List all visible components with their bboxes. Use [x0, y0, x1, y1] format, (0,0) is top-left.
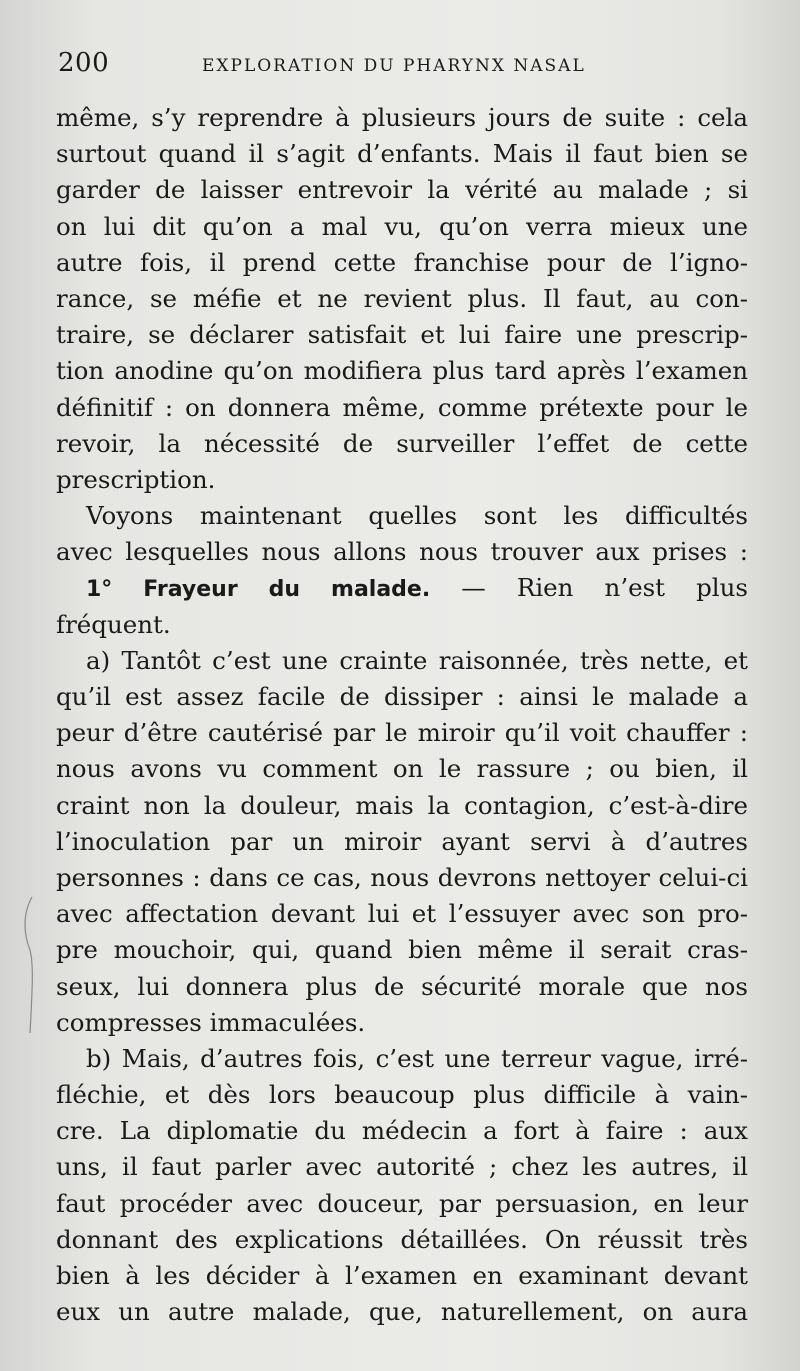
- text-line: rance, se méfie et ne revient plus. Il faut, au con-: [56, 283, 748, 313]
- text-line: Voyons maintenant quelles sont les difficultés: [86, 501, 748, 531]
- text-line: donnant des explications détaillées. On réussit très: [56, 1224, 748, 1254]
- section-heading-line: [56, 570, 748, 606]
- text-line: revoir, la nécessité de surveiller l’effet de cette: [56, 428, 748, 458]
- text-line: qu’il est assez facile de dissiper : ainsi le malade a: [56, 682, 748, 711]
- text-line: eux un autre malade, que, naturellement, on aura: [56, 1297, 748, 1327]
- text-line: définitif : on donnera même, comme prétexte pour le: [56, 392, 748, 422]
- text-line: fréquent.: [56, 609, 171, 639]
- margin-pencil-mark: [18, 895, 38, 1035]
- text-line: bien à les décider à l’examen en examinant devant: [56, 1261, 748, 1290]
- page-number: 200: [58, 48, 110, 78]
- text-line: nous avons vu comment on le rassure ; ou bien, il: [56, 754, 748, 784]
- running-head: EXPLORATION DU PHARYNX NASAL: [202, 56, 586, 76]
- text-line: pre mouchoir, qui, quand bien même il serait cras-: [56, 935, 748, 965]
- text-line: avec lesquelles nous allons nous trouver aux prises :: [56, 537, 748, 567]
- body-text: [56, 100, 748, 1330]
- section-heading: 1° Frayeur du malade.: [86, 577, 431, 603]
- text-line: uns, il faut parler avec autorité ; chez les autres, il: [56, 1152, 748, 1182]
- section-heading-rest: — Rien n’est plus: [430, 573, 748, 603]
- text-line: fléchie, et dès lors beaucoup plus difficile à vain-: [56, 1080, 748, 1110]
- page-header: [58, 48, 748, 88]
- text-line: faut procéder avec douceur, par persuasion, en leur: [56, 1188, 748, 1218]
- text-line: peur d’être cautérisé par le miroir qu’il voit chauffer :: [56, 718, 748, 748]
- text-line: l’inoculation par un miroir ayant servi à d’autres: [56, 826, 748, 856]
- text-line: surtout quand il s’agit d’enfants. Mais il faut bien se: [56, 139, 748, 169]
- text-line: personnes : dans ce cas, nous devrons nettoyer celui-ci: [56, 862, 748, 892]
- text-line: on lui dit qu’on a mal vu, qu’on verra mieux une: [56, 211, 748, 241]
- text-line: même, s’y reprendre à plusieurs jours de suite : cela: [56, 103, 748, 132]
- text-line: cre. La diplomatie du médecin a fort à faire : aux: [56, 1116, 748, 1146]
- text-line: compresses immaculées.: [56, 1007, 366, 1037]
- text-line: tion anodine qu’on modifiera plus tard après l’examen: [56, 356, 748, 386]
- text-line: prescription.: [56, 464, 216, 494]
- text-line: craint non la douleur, mais la contagion, c’est-à-dire: [56, 790, 748, 820]
- text-line: a) Tantôt c’est une crainte raisonnée, très nette, et: [86, 645, 748, 675]
- text-line: traire, se déclarer satisfait et lui faire une prescrip-: [56, 320, 748, 350]
- text-line: avec affectation devant lui et l’essuyer avec son pro-: [56, 899, 748, 929]
- text-line: b) Mais, d’autres fois, c’est une terreur vague, irré-: [86, 1043, 748, 1073]
- text-line: garder de laisser entrevoir la vérité au malade ; si: [56, 175, 748, 205]
- text-line: seux, lui donnera plus de sécurité morale que nos: [56, 971, 748, 1001]
- text-line: autre fois, il prend cette franchise pour de l’igno-: [56, 247, 748, 277]
